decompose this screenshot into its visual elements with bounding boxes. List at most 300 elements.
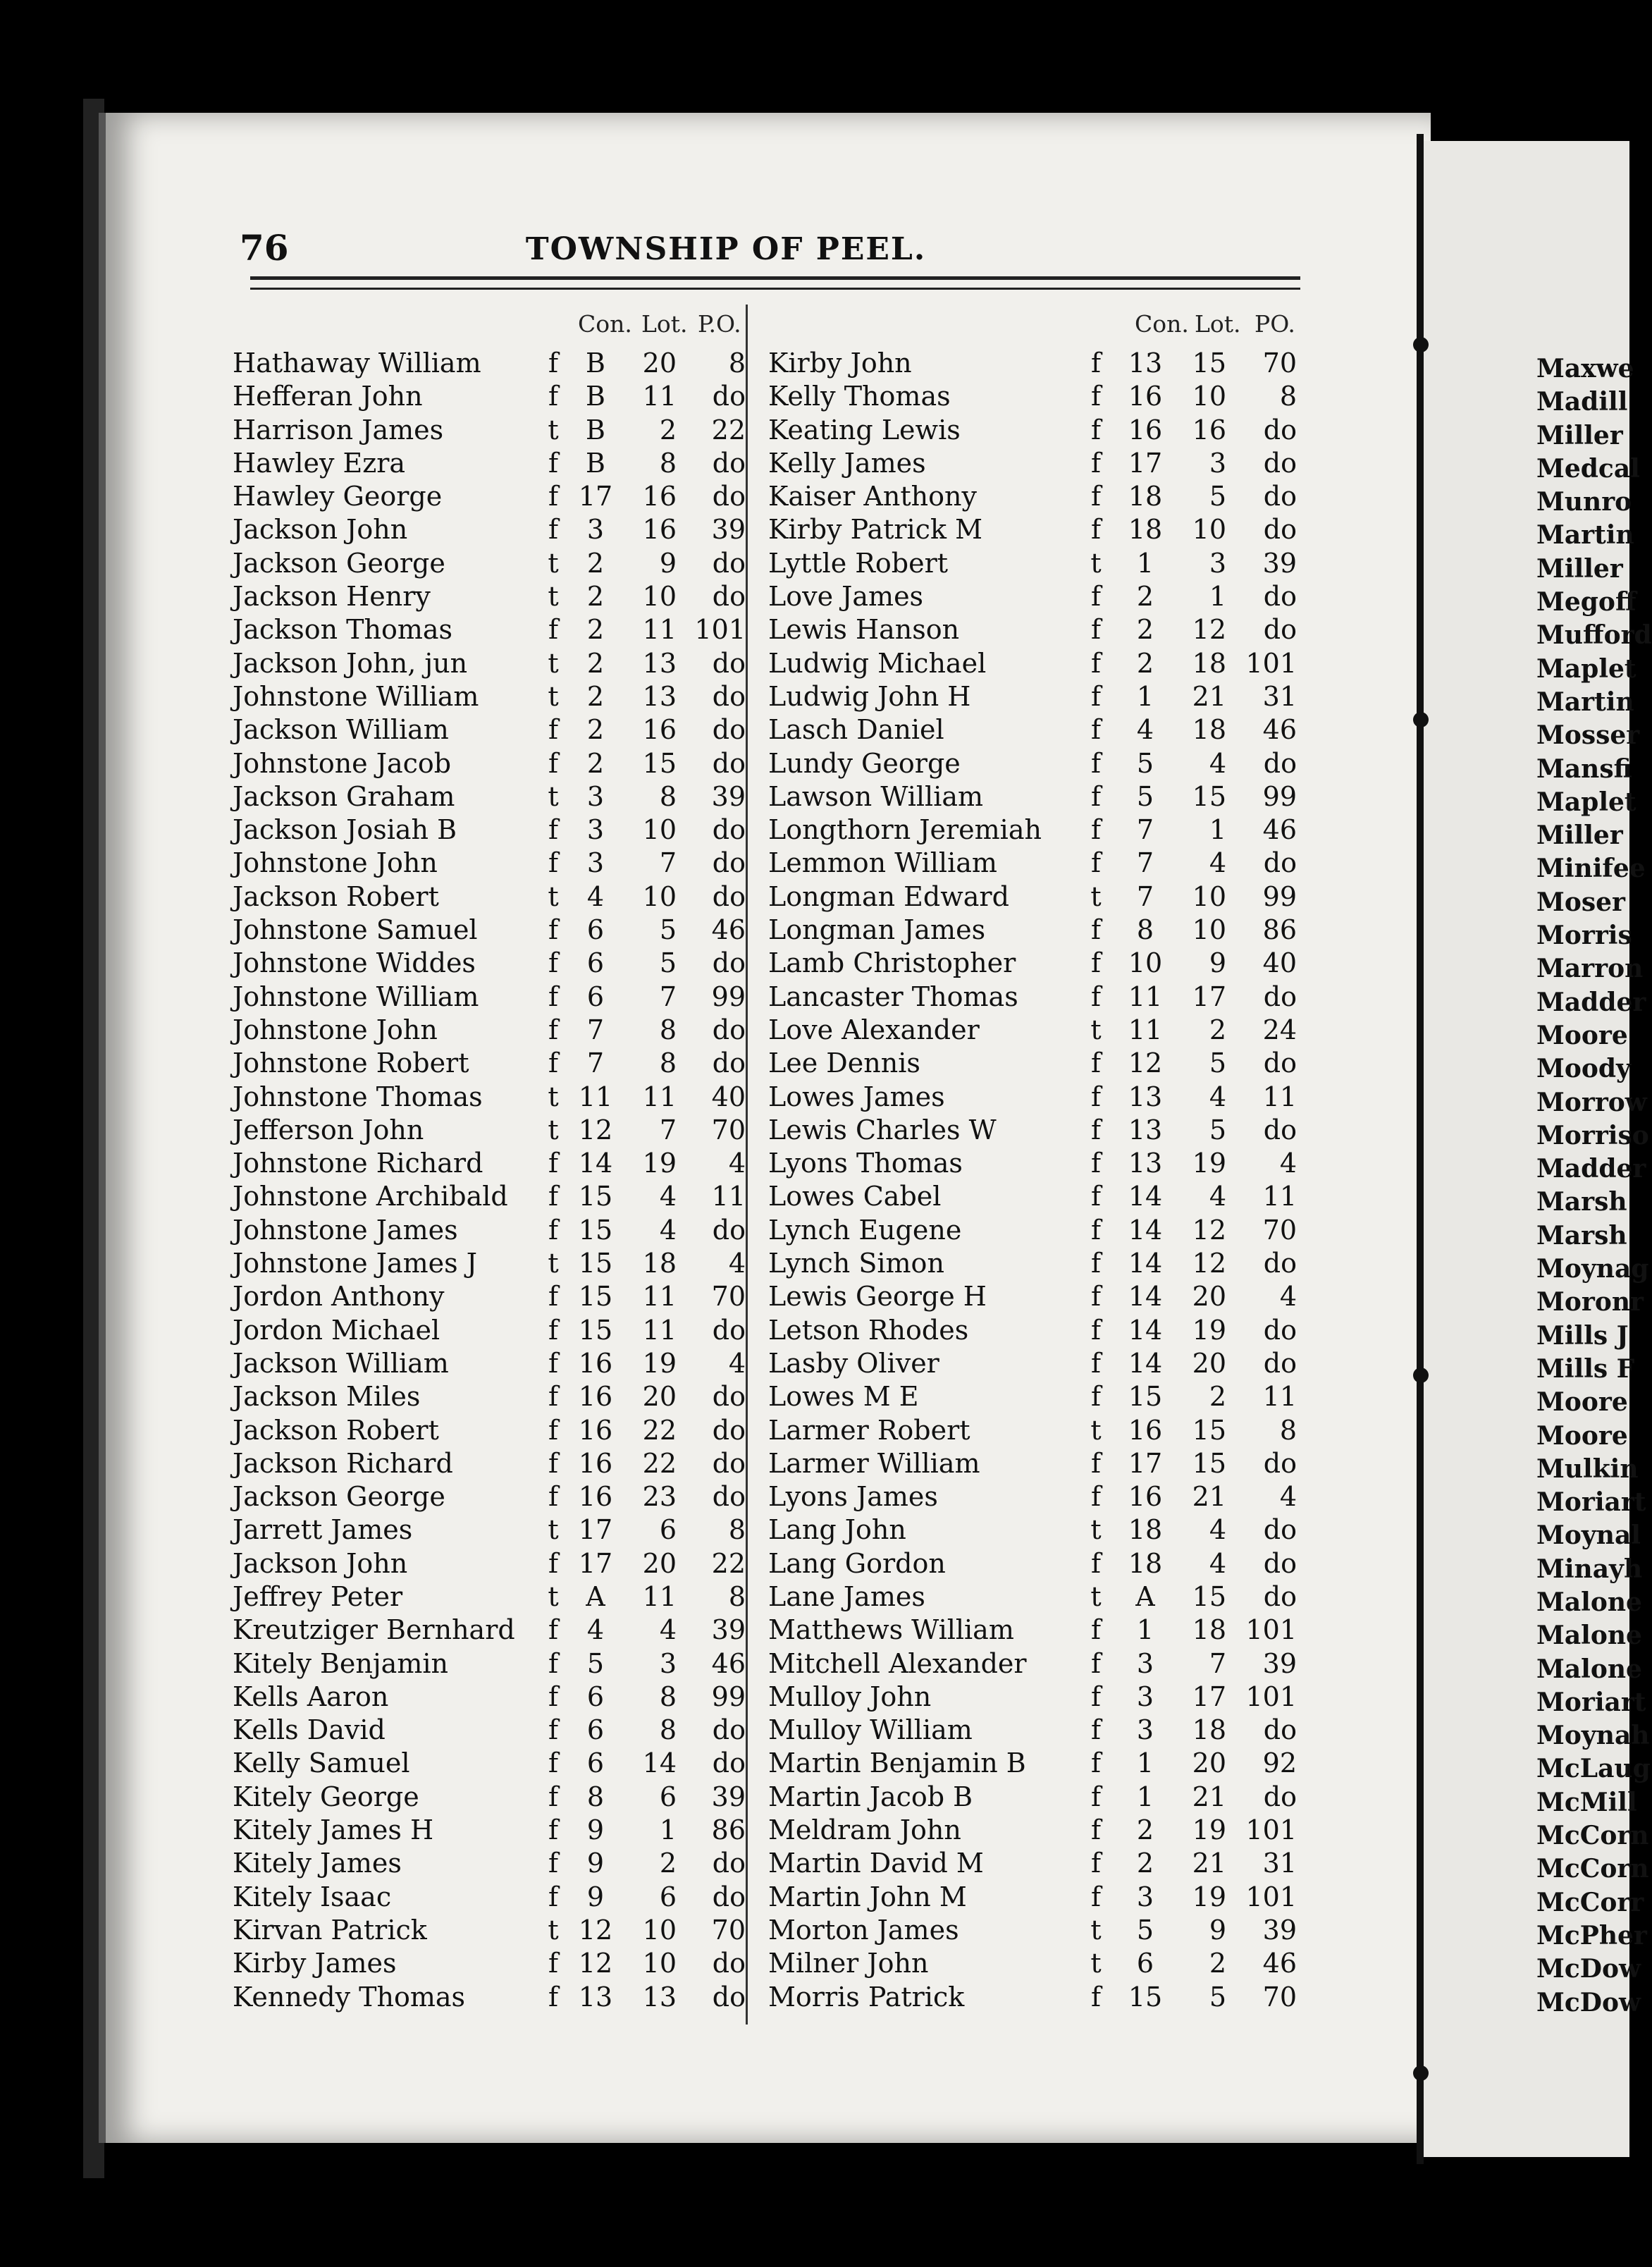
entry-concession: 17 (1128, 447, 1163, 479)
entry-post-office: do (1263, 1114, 1297, 1145)
entry-tenure: f (1090, 1447, 1102, 1479)
entry-tenure: f (548, 1614, 559, 1646)
entry-tenure: f (1090, 1981, 1102, 2013)
entry-concession: 5 (586, 1647, 605, 1679)
next-page-fragment: Moody (1536, 1054, 1631, 1084)
entry-post-office: do (1263, 981, 1297, 1012)
entry-concession: B (586, 447, 605, 479)
entry-tenure: f (1090, 1181, 1102, 1212)
entry-name: Lawson William (768, 780, 984, 812)
entry-lot: 20 (1192, 1281, 1226, 1313)
entry-lot: 4 (1209, 847, 1226, 879)
table-row (233, 447, 747, 480)
next-page-fragment: Maplet (1536, 653, 1636, 684)
table-row (768, 1414, 1304, 1447)
entry-name: Lyons James (768, 1481, 938, 1513)
entry-post-office: do (1263, 1248, 1297, 1279)
binding-mark (1413, 712, 1429, 727)
entry-tenure: f (548, 1814, 559, 1846)
table-row (768, 1547, 1304, 1580)
entry-post-office: do (712, 880, 746, 912)
entry-concession: 15 (1128, 1381, 1163, 1413)
entry-concession: 7 (586, 1048, 605, 1079)
entry-tenure: f (548, 847, 559, 879)
next-page-fragment: Munro (1536, 487, 1632, 517)
entry-concession: 1 (1136, 680, 1154, 712)
entry-name: Johnstone William (233, 981, 479, 1012)
entry-name: Kitely James (233, 1848, 402, 1879)
entry-concession: 16 (578, 1447, 613, 1479)
entry-concession: 12 (1128, 1048, 1163, 1079)
entry-post-office: 39 (711, 514, 746, 546)
entry-post-office: 31 (1262, 680, 1297, 712)
entry-lot: 13 (642, 647, 677, 679)
entry-lot: 3 (1209, 447, 1226, 479)
entry-lot: 21 (1192, 1848, 1226, 1879)
entry-lot: 4 (1209, 1181, 1226, 1212)
entry-name: Jordon Michael (233, 1314, 440, 1346)
table-row (768, 647, 1304, 680)
entry-concession: 14 (1128, 1281, 1163, 1313)
entry-tenure: t (548, 1914, 559, 1946)
entry-post-office: 24 (1262, 1014, 1297, 1045)
entry-name: Lang Gordon (768, 1547, 946, 1579)
entry-tenure: t (1090, 1580, 1102, 1612)
entry-name: Love Alexander (768, 1014, 980, 1045)
entry-name: Ludwig Michael (768, 647, 987, 679)
entry-concession: 8 (586, 1781, 605, 1812)
entry-lot: 21 (1192, 1481, 1226, 1513)
entry-tenure: f (548, 1381, 559, 1413)
table-row (233, 1280, 747, 1313)
table-row (768, 580, 1304, 613)
entry-concession: 3 (1136, 1681, 1154, 1712)
next-page-fragment: Moronr (1536, 1287, 1644, 1317)
table-row (233, 1681, 747, 1714)
table-row (768, 1081, 1304, 1114)
next-page-fragment: Marsh (1536, 1187, 1627, 1217)
table-row (768, 680, 1304, 713)
table-row (233, 647, 747, 680)
entry-lot: 10 (642, 1914, 677, 1946)
table-row (233, 513, 747, 546)
entry-lot: 12 (1192, 1214, 1226, 1246)
entry-concession: 2 (586, 747, 605, 779)
entry-tenure: f (1090, 1681, 1102, 1712)
entry-name: Jackson Thomas (233, 614, 453, 646)
entry-name: Jackson Richard (233, 1447, 453, 1479)
next-page-fragment: Miller (1536, 553, 1623, 584)
entry-concession: 2 (1136, 1848, 1154, 1879)
table-row (768, 1480, 1304, 1513)
table-row (768, 1814, 1304, 1847)
entry-lot: 10 (642, 1948, 677, 1979)
entry-lot: 17 (1192, 981, 1226, 1012)
table-row (768, 1280, 1304, 1313)
entry-concession: 13 (578, 1981, 613, 2013)
table-row (768, 1114, 1304, 1147)
entry-tenure: f (548, 914, 559, 946)
entry-tenure: f (1090, 1381, 1102, 1413)
entry-tenure: f (548, 481, 559, 512)
table-row (233, 1380, 747, 1413)
entry-name: Jackson William (233, 714, 449, 746)
entry-tenure: f (548, 814, 559, 846)
entry-lot: 6 (659, 1781, 677, 1812)
entry-tenure: f (1090, 1114, 1102, 1145)
entry-name: Harrison James (233, 414, 444, 446)
entry-name: Kitely Isaac (233, 1881, 392, 1912)
table-row (233, 414, 747, 447)
entry-name: Milner John (768, 1948, 929, 1979)
entry-name: Lane James (768, 1580, 925, 1612)
entry-post-office: 11 (1262, 1181, 1297, 1212)
page-number: 76 (240, 227, 289, 269)
entry-tenure: f (1090, 947, 1102, 979)
entry-name: Johnstone Thomas (233, 1081, 483, 1112)
entry-concession: 7 (1136, 814, 1154, 846)
entry-lot: 19 (642, 1347, 677, 1379)
entry-lot: 10 (1192, 880, 1226, 912)
table-row (233, 1114, 747, 1147)
next-page-fragment: Mulkin (1536, 1454, 1639, 1484)
next-page-fragment: Moore (1536, 1420, 1628, 1451)
left-entry-list (233, 347, 747, 2014)
entry-tenure: f (1090, 814, 1102, 846)
entry-post-office: do (712, 1481, 746, 1513)
entry-post-office: 22 (711, 1547, 746, 1579)
entry-lot: 19 (642, 1148, 677, 1179)
entry-lot: 4 (1209, 747, 1226, 779)
entry-post-office: do (712, 747, 746, 779)
table-row (768, 1180, 1304, 1213)
next-page-fragment: Miller (1536, 420, 1623, 450)
entry-post-office: 70 (711, 1914, 746, 1946)
entry-lot: 15 (1192, 780, 1226, 812)
entry-lot: 18 (1192, 1614, 1226, 1646)
table-row (768, 1214, 1304, 1247)
table-row (233, 1747, 747, 1780)
entry-tenure: f (1090, 981, 1102, 1012)
entry-name: Mitchell Alexander (768, 1647, 1027, 1679)
next-page-fragment: Moore (1536, 1020, 1628, 1050)
entry-post-office: 70 (1262, 348, 1297, 379)
entry-concession: 3 (586, 780, 605, 812)
header-rule-thin (250, 288, 1300, 290)
entry-concession: A (586, 1580, 605, 1612)
entry-tenure: f (548, 1447, 559, 1479)
entry-name: Morris Patrick (768, 1981, 965, 2013)
entry-name: Lynch Eugene (768, 1214, 962, 1246)
entry-name: Lasch Daniel (768, 714, 944, 746)
entry-tenure: f (1090, 680, 1102, 712)
entry-tenure: f (548, 947, 559, 979)
entry-tenure: t (548, 647, 559, 679)
table-row (768, 947, 1304, 980)
entry-tenure: f (548, 614, 559, 646)
entry-concession: 14 (1128, 1181, 1163, 1212)
right-entry-list (768, 347, 1304, 2014)
entry-name: Lyttle Robert (768, 547, 949, 579)
entry-name: Martin David M (768, 1848, 984, 1879)
entry-lot: 20 (1192, 1347, 1226, 1379)
entry-lot: 10 (1192, 514, 1226, 546)
lot-header: Lot. (1195, 310, 1241, 338)
entry-concession: 6 (586, 914, 605, 946)
table-row (768, 513, 1304, 546)
entry-name: Kelly Thomas (768, 381, 951, 412)
entry-post-office: do (712, 1214, 746, 1246)
entry-tenure: t (1090, 1914, 1102, 1946)
table-row (233, 1814, 747, 1847)
table-row (768, 1681, 1304, 1714)
entry-concession: 2 (586, 547, 605, 579)
table-row (233, 813, 747, 847)
entry-name: Lang John (768, 1514, 906, 1546)
table-row (768, 1647, 1304, 1681)
entry-tenure: f (1090, 1281, 1102, 1313)
entry-name: Morton James (768, 1914, 959, 1946)
entry-post-office: 46 (1262, 1948, 1297, 1979)
entry-tenure: f (1090, 1647, 1102, 1679)
entry-name: Lamb Christopher (768, 947, 1016, 979)
entry-post-office: 99 (1262, 780, 1297, 812)
entry-name: Johnstone Archibald (233, 1181, 508, 1212)
entry-lot: 11 (642, 1281, 677, 1313)
entry-tenure: f (1090, 1547, 1102, 1579)
entry-tenure: f (548, 514, 559, 546)
entry-tenure: f (1090, 1214, 1102, 1246)
page-header (240, 227, 1212, 276)
entry-tenure: f (1090, 647, 1102, 679)
entry-name: Jackson Josiah B (233, 814, 457, 846)
entry-lot: 10 (642, 880, 677, 912)
entry-name: Lowes Cabel (768, 1181, 942, 1212)
next-page-fragment: Marsh (1536, 1220, 1627, 1251)
table-row (233, 480, 747, 513)
table-row (768, 414, 1304, 447)
entry-name: Love James (768, 581, 924, 613)
entry-concession: 7 (1136, 880, 1154, 912)
entry-tenure: f (1090, 747, 1102, 779)
entry-lot: 9 (1209, 947, 1226, 979)
entry-lot: 10 (1192, 381, 1226, 412)
next-page-fragment: Mansfi (1536, 754, 1632, 784)
entry-concession: 6 (586, 1747, 605, 1779)
entry-concession: B (586, 414, 605, 446)
table-row (233, 1914, 747, 1947)
entry-lot: 20 (642, 1547, 677, 1579)
entry-concession: 2 (1136, 647, 1154, 679)
entry-name: Lewis Hanson (768, 614, 960, 646)
entry-tenure: t (548, 1580, 559, 1612)
entry-tenure: f (548, 714, 559, 746)
entry-concession: 15 (578, 1214, 613, 1246)
next-page-fragment: Madill (1536, 387, 1628, 417)
entry-tenure: f (548, 1481, 559, 1513)
next-page-fragment: Mills J (1536, 1320, 1629, 1351)
table-row (233, 1547, 747, 1580)
entry-concession: 17 (578, 1514, 613, 1546)
entry-post-office: 39 (711, 1781, 746, 1812)
entry-post-office: do (712, 814, 746, 846)
entry-name: Kells Aaron (233, 1681, 389, 1712)
table-row (768, 1847, 1304, 1880)
entry-lot: 22 (642, 1414, 677, 1446)
entry-concession: 2 (586, 714, 605, 746)
entry-tenure: f (548, 981, 559, 1012)
entry-lot: 8 (659, 1048, 677, 1079)
next-page-fragment: Moriart (1536, 1687, 1646, 1717)
entry-post-office: 39 (1262, 1647, 1297, 1679)
entry-name: Meldram John (768, 1814, 961, 1846)
entry-lot: 17 (1192, 1681, 1226, 1712)
next-page-fragment: Malone (1536, 1587, 1642, 1617)
table-row (768, 880, 1304, 914)
entry-lot: 5 (1209, 1114, 1226, 1145)
entry-post-office: 70 (711, 1281, 746, 1313)
entry-name: Jackson William (233, 1347, 449, 1379)
table-row (233, 347, 747, 380)
table-row (233, 680, 747, 713)
entry-lot: 10 (642, 581, 677, 613)
next-page-fragment: Malone (1536, 1621, 1642, 1651)
entry-name: Jeffrey Peter (233, 1580, 403, 1612)
table-row (768, 1247, 1304, 1280)
table-row (233, 380, 747, 413)
entry-name: Kaiser Anthony (768, 481, 977, 512)
entry-lot: 11 (642, 614, 677, 646)
entry-concession: 13 (1128, 1114, 1163, 1145)
po-header: P.O. (698, 310, 741, 338)
binding-mark (1413, 337, 1429, 352)
entry-tenure: f (1090, 1481, 1102, 1513)
table-row (768, 1447, 1304, 1480)
entry-name: Johnstone Samuel (233, 914, 478, 946)
entry-post-office: do (712, 680, 746, 712)
entry-tenure: t (548, 1248, 559, 1279)
next-page-fragment: Martin (1536, 520, 1634, 551)
entry-post-office: do (1263, 614, 1297, 646)
table-row (233, 847, 747, 880)
next-page-fragment: Moriart (1536, 1487, 1646, 1518)
entry-name: Larmer William (768, 1447, 980, 1479)
next-page-fragment: Minayh (1536, 1554, 1643, 1584)
entry-tenure: f (548, 1048, 559, 1079)
entry-concession: 18 (1128, 481, 1163, 512)
entry-post-office: 101 (1245, 1814, 1297, 1846)
entry-tenure: f (1090, 381, 1102, 412)
entry-tenure: f (548, 447, 559, 479)
entry-concession: 2 (1136, 1814, 1154, 1846)
next-page-fragment: McMill (1536, 1787, 1637, 1817)
entry-tenure: f (1090, 1714, 1102, 1746)
left-column (233, 310, 747, 2014)
entry-tenure: f (548, 1181, 559, 1212)
entry-lot: 11 (642, 381, 677, 412)
entry-post-office: do (1263, 1714, 1297, 1746)
entry-name: Mulloy William (768, 1714, 973, 1746)
entry-lot: 20 (642, 348, 677, 379)
entry-concession: 1 (1136, 1781, 1154, 1812)
entry-lot: 18 (1192, 714, 1226, 746)
entry-post-office: 40 (711, 1081, 746, 1112)
entry-post-office: 8 (728, 1514, 746, 1546)
entry-lot: 8 (659, 1014, 677, 1045)
entry-post-office: 46 (711, 1647, 746, 1679)
entry-concession: 11 (578, 1081, 613, 1112)
entry-concession: 17 (1128, 1447, 1163, 1479)
entry-concession: 6 (586, 981, 605, 1012)
table-row (768, 447, 1304, 480)
entry-name: Johnstone James J (233, 1248, 477, 1279)
entry-tenure: f (548, 1647, 559, 1679)
entry-concession: 14 (1128, 1314, 1163, 1346)
next-page-fragment: Moser (1536, 887, 1625, 917)
entry-post-office: 39 (1262, 1914, 1297, 1946)
right-column-header (768, 310, 1304, 347)
entry-name: Jefferson John (233, 1114, 424, 1145)
entry-lot: 6 (659, 1514, 677, 1546)
entry-post-office: 70 (1262, 1214, 1297, 1246)
next-page-fragment: Morrow (1536, 1087, 1647, 1117)
entry-tenure: f (548, 1014, 559, 1045)
entry-concession: 3 (1136, 1881, 1154, 1912)
entry-post-office: 39 (711, 1614, 746, 1646)
entry-lot: 8 (659, 1681, 677, 1712)
entry-lot: 5 (1209, 1048, 1226, 1079)
table-row (233, 547, 747, 580)
entry-name: Matthews William (768, 1614, 1014, 1646)
entry-tenure: f (1090, 1747, 1102, 1779)
entry-name: Johnstone Jacob (233, 747, 452, 779)
entry-concession: 5 (1136, 1914, 1154, 1946)
entry-name: Kirvan Patrick (233, 1914, 427, 1946)
next-page-fragment: Maplet (1536, 787, 1636, 817)
entry-lot: 19 (1192, 1148, 1226, 1179)
entry-name: Johnstone John (233, 1014, 438, 1045)
entry-tenure: t (1090, 1948, 1102, 1979)
entry-concession: 4 (1136, 714, 1154, 746)
entry-post-office: 86 (711, 1814, 746, 1846)
entry-tenure: t (548, 1114, 559, 1145)
entry-lot: 13 (642, 1981, 677, 2013)
entry-lot: 7 (659, 981, 677, 1012)
next-page-fragment: McLaug (1536, 1754, 1651, 1784)
next-page-fragment: Mosser (1536, 720, 1640, 751)
entry-lot: 3 (1209, 547, 1226, 579)
table-row (768, 1347, 1304, 1380)
entry-name: Jackson Robert (233, 880, 439, 912)
entry-lot: 19 (1192, 1881, 1226, 1912)
entry-post-office: 4 (728, 1347, 746, 1379)
entry-lot: 2 (1209, 1948, 1226, 1979)
entry-tenure: f (548, 1848, 559, 1879)
next-page-fragment: Moore (1536, 1387, 1628, 1418)
entry-post-office: do (712, 447, 746, 479)
entry-concession: 6 (586, 947, 605, 979)
entry-name: Lemmon William (768, 847, 997, 879)
next-page-fragment: McDow (1536, 1987, 1641, 2017)
entry-lot: 2 (659, 1848, 677, 1879)
entry-concession: 15 (578, 1248, 613, 1279)
entry-lot: 8 (659, 1714, 677, 1746)
next-page-fragment: Morriso (1536, 1120, 1649, 1150)
entry-name: Lowes James (768, 1081, 945, 1112)
entry-tenure: t (548, 680, 559, 712)
entry-post-office: 86 (1262, 914, 1297, 946)
entry-lot: 11 (642, 1314, 677, 1346)
